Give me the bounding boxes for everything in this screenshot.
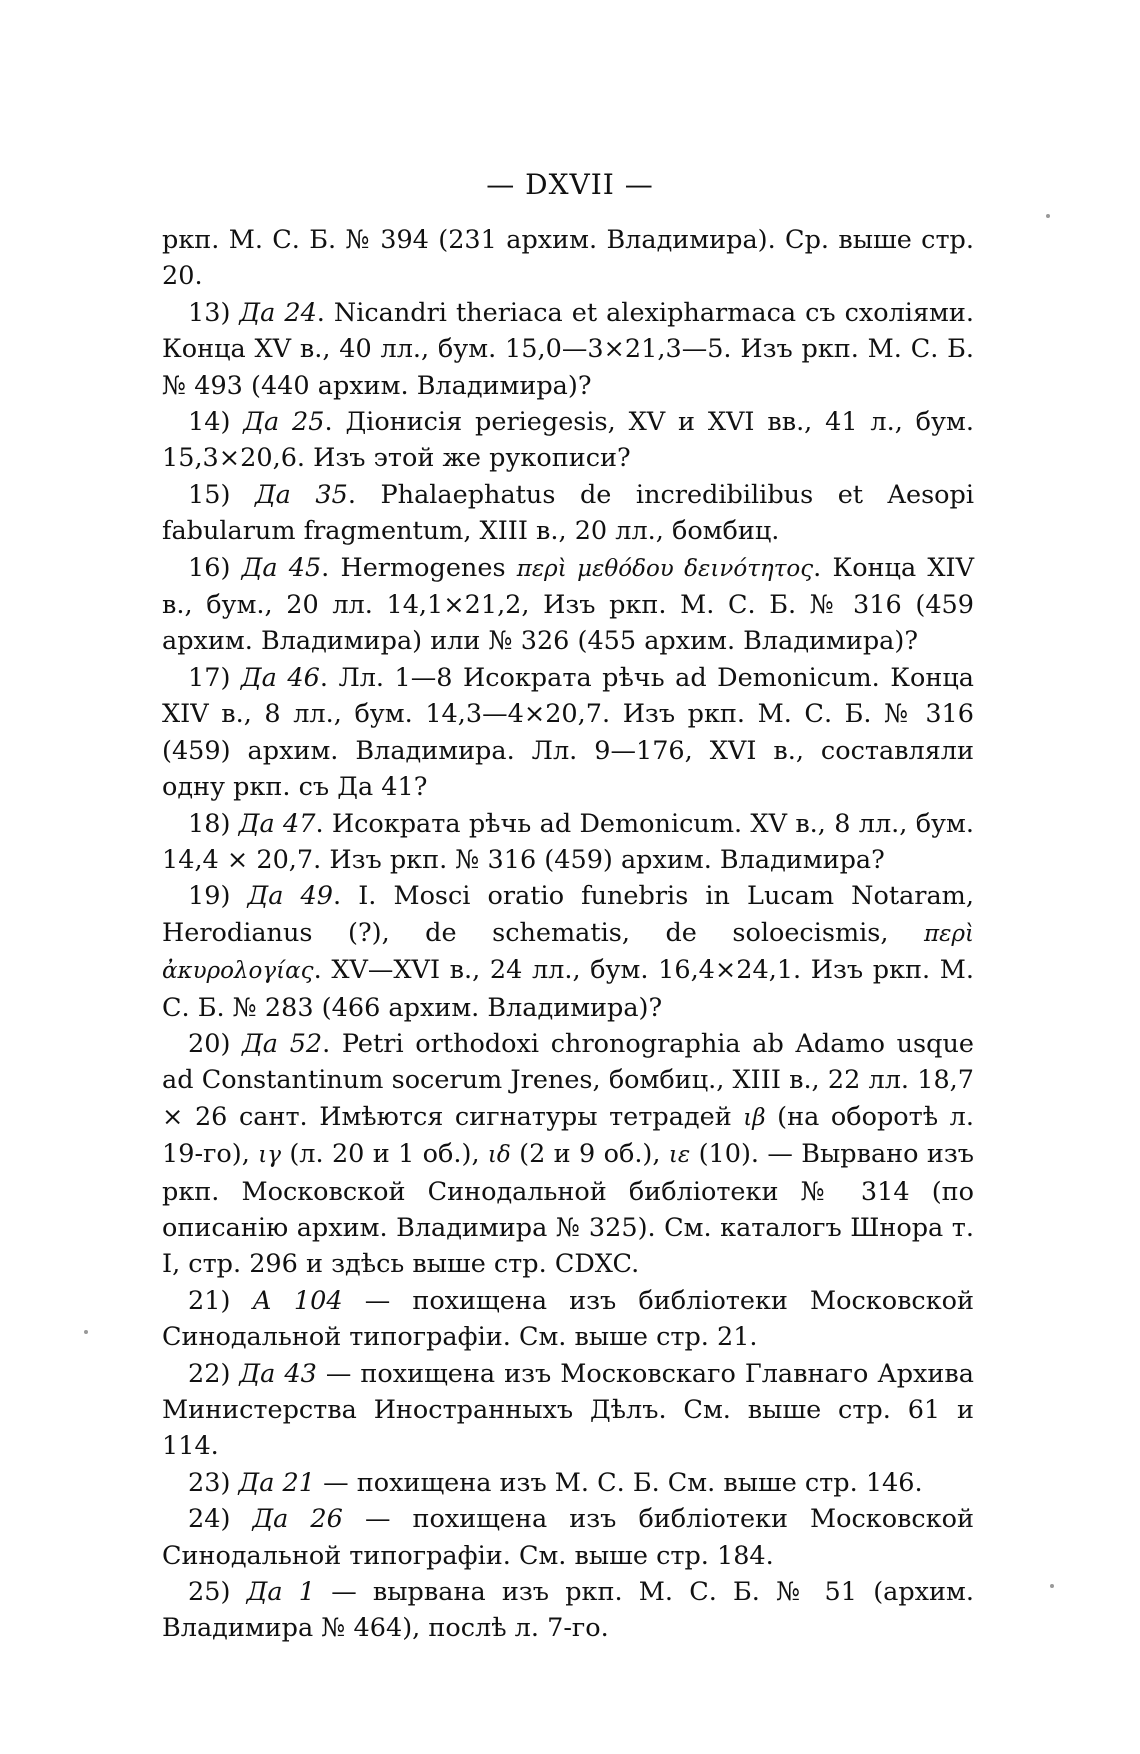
entry-text: 20) <box>188 1028 243 1059</box>
entry-text: 18) <box>188 808 239 839</box>
entry-text: 17) <box>188 662 241 693</box>
entry-text: — вырвана изъ ркп. М. С. Б. № 51 (архим. Владимира № 464), послѣ л. 7-го. <box>162 1577 974 1644</box>
shelfmark-label: Да 46 <box>240 662 320 693</box>
entry-text: . Конца XIV в., бум., 20 лл. 14,1×21,2, Изъ ркп. М. С. Б. № 316 (459 архим. Владимира) или № 326 (455 архим. Владимира)? <box>162 552 974 657</box>
entry-text: 13) <box>188 297 240 328</box>
entry-text: 24) <box>188 1504 253 1535</box>
shelfmark-label: Да 45 <box>241 552 322 583</box>
greek-text: ιδ <box>487 1142 511 1169</box>
shelfmark-label: Да 49 <box>247 881 333 912</box>
entry-text: — похищена изъ Московскаго Главнаго Архива Министерства Иностранныхъ Дѣлъ. См. выше стр. 61 и 114. <box>162 1358 974 1462</box>
entry-text: 19) <box>188 881 248 912</box>
entry-text: . Petri orthodoxi chronographia ab Adamo usque ad Constantinum socerum Jrenes, бомбиц., XIII в., 22 лл. 18,7 × 26 сант. Имѣются сигнатуры тетрадей <box>162 1028 974 1132</box>
greek-text: ιγ <box>258 1142 281 1169</box>
paragraph-continuation <box>162 222 974 295</box>
shelfmark-label: Да 24 <box>239 297 317 328</box>
entry-text: . Лл. 1—8 Исократа рѣчь ad Demonicum. Конца XIV в., 8 лл., бум. 14,3—4×20,7. Изъ ркп. М. С. Б. № 316 (459) архим. Владимира. Лл. 9—176, XVI в., составляли одну ркп. съ Да 41? <box>162 662 974 803</box>
entry-text: (на оборотѣ л. 19-го), <box>162 1101 974 1170</box>
entry-text: 14) <box>188 407 244 438</box>
entry-text: — похищена изъ библіотеки Московской Синодальной типографіи. См. выше стр. 184. <box>162 1504 974 1571</box>
catalog-text-body <box>162 222 974 1647</box>
catalog-entry <box>162 1501 974 1574</box>
entry-text: — похищена изъ библіотеки Московской Синодальной типографіи. См. выше стр. 21. <box>162 1285 974 1353</box>
entry-text: ркп. М. С. Б. № 394 (231 архим. Владимира). Ср. выше стр. 20. <box>162 225 974 292</box>
shelfmark-label: Да 25 <box>243 407 325 438</box>
catalog-entry <box>162 660 974 806</box>
entry-text: 16) <box>188 552 242 583</box>
scan-speck <box>1050 1584 1054 1588</box>
shelfmark-label: Да 47 <box>238 808 316 839</box>
entry-text: 22) <box>188 1358 240 1389</box>
catalog-entry <box>162 1283 974 1356</box>
shelfmark-label: Да 43 <box>239 1358 317 1389</box>
entry-text: (2 и 9 об.), <box>510 1139 669 1170</box>
catalog-entry <box>162 295 974 404</box>
catalog-entry <box>162 1356 974 1465</box>
catalog-entry <box>162 1574 974 1647</box>
shelfmark-label: Да 35 <box>254 479 348 510</box>
catalog-entry <box>162 477 974 550</box>
shelfmark-label: Да 52 <box>242 1028 323 1059</box>
shelfmark-label: Да 21 <box>238 1467 316 1498</box>
scan-speck <box>1046 214 1050 218</box>
catalog-entry <box>162 806 974 879</box>
page-header-number: — DXVII — <box>486 168 654 201</box>
greek-text: ιβ <box>743 1104 766 1131</box>
greek-text: περὶ ἀκυρολογίας <box>162 920 974 985</box>
shelfmark-label: А 104 <box>252 1285 343 1316</box>
scan-speck <box>84 1330 88 1334</box>
entry-text: . Діонисія periegesis, XV и XVI вв., 41 л., бум. 15,3×20,6. Изъ этой же рукописи? <box>162 407 974 474</box>
entry-text: (л. 20 и 1 об.), <box>280 1139 488 1170</box>
entry-text: . Исократа рѣчь ad Demonicum. XV в., 8 лл., бум. 14,4 × 20,7. Изъ ркп. № 316 (459) архим. Владимира? <box>162 808 974 875</box>
entry-text: . Phalaephatus de incredibilibus et Aesopi fabularum fragmentum, XIII в., 20 лл., бомбиц. <box>162 479 974 547</box>
entry-text: 21) <box>188 1285 253 1316</box>
catalog-entry <box>162 878 974 1026</box>
shelfmark-label: Да 1 <box>246 1577 315 1608</box>
entry-text: 25) <box>188 1577 247 1608</box>
greek-text: ιε <box>668 1142 691 1169</box>
shelfmark-label: Да 26 <box>252 1504 343 1535</box>
entry-text: . Hermogenes <box>321 552 517 583</box>
catalog-entry <box>162 550 974 660</box>
catalog-entry <box>162 1465 974 1501</box>
greek-text: περὶ μεθόδου δεινότητος <box>516 555 814 582</box>
catalog-entry <box>162 1026 974 1283</box>
entry-text: . XV—XVI в., 24 лл., бум. 16,4×24,1. Изъ ркп. М. С. Б. № 283 (466 архим. Владимира)? <box>162 955 974 1023</box>
entry-text: . Nicandri theriaca et alexipharmaca съ схоліями. Конца XV в., 40 лл., бум. 15,0—3×21,3—5. Изъ ркп. М. С. Б. № 493 (440 архим. Владимира)? <box>162 297 974 401</box>
catalog-entry <box>162 404 974 477</box>
entry-text: 15) <box>188 479 255 510</box>
entry-text: — похищена изъ М. С. Б. См. выше стр. 146. <box>315 1467 923 1498</box>
entry-text: . I. Mosci oratio funebris in Lucam Notaram, Herodianus (?), de schematis, de soloecismis, <box>162 881 974 948</box>
entry-text: (10). — Вырвано изъ ркп. Московской Синодальной библіотеки № 314 (по описанію архим. Владимира № 325). См. каталогъ Шнора т. I, стр. 296 и здѣсь выше стр. CDXC. <box>162 1139 974 1280</box>
entry-text: 23) <box>188 1467 239 1498</box>
